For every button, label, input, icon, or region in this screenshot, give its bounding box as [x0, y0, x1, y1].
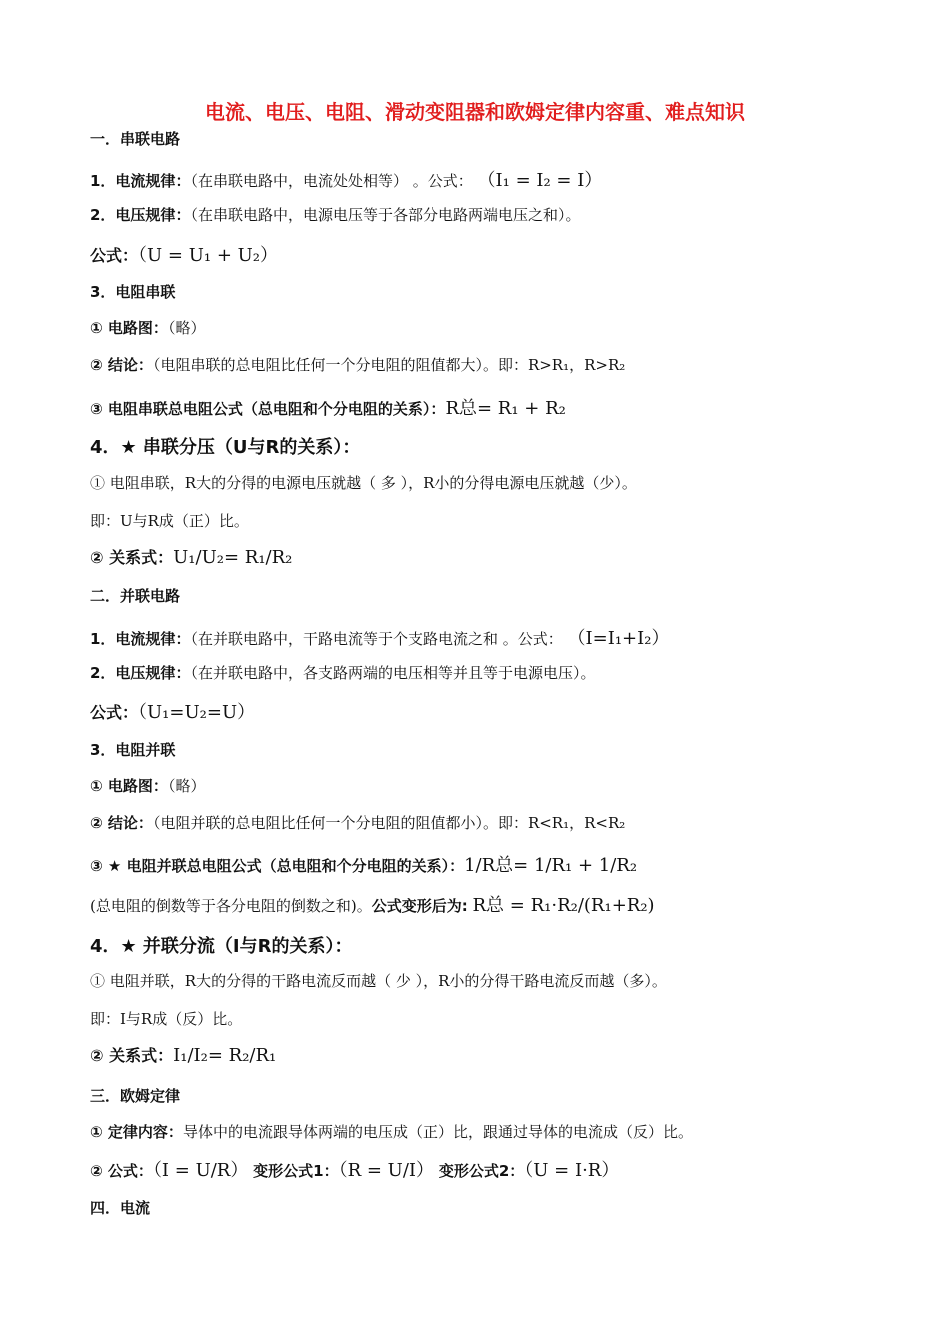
- text-line: ③ ★ 电阻并联总电阻公式（总电阻和个分电阻的关系）：1/R总= 1/R₁ + 1/R₂: [90, 855, 638, 876]
- text-line: ① 电阻并联，R大的分得的干路电流反而越（ 少 ），R小的分得干路电流反而越（多）。: [90, 972, 667, 990]
- text-line: 公式：（U₁=U₂=U）: [90, 702, 256, 723]
- section-heading: 一．串联电路: [90, 130, 181, 148]
- text-line: 公式：（U = U₁ + U₂）: [90, 245, 279, 266]
- subsection-heading: 4．★ 并联分流（I与R的关系）：: [90, 936, 353, 957]
- section-heading: 三．欧姆定律: [90, 1087, 181, 1105]
- text-line: 2．电压规律：（在并联电路中，各支路两端的电压相等并且等于电源电压）。: [90, 664, 596, 682]
- text-line: 1．电流规律：（在并联电路中，干路电流等于个支路电流之和 。公式： （I=I₁+I₂）: [90, 628, 670, 649]
- text-line: ① 电路图：（略）: [90, 319, 206, 337]
- text-line: 即：U与R成（正）比。: [90, 512, 249, 530]
- text-line: 2．电压规律：（在串联电路中，电源电压等于各部分电路两端电压之和）。: [90, 206, 581, 224]
- text-line: ② 结论：（电阻串联的总电阻比任何一个分电阻的阻值都大）。即：R>R₁，R>R₂: [90, 356, 626, 374]
- text-line: ② 关系式：U₁/U₂= R₁/R₂: [90, 547, 293, 568]
- text-line: 1．电流规律：（在串联电路中，电流处处相等） 。公式： （I₁ = I₂ = I）: [90, 170, 603, 191]
- section-heading: 二．并联电路: [90, 587, 181, 605]
- text-line: 即：I与R成（反）比。: [90, 1010, 243, 1028]
- text-line: ① 电路图：（略）: [90, 777, 206, 795]
- text-line: ② 结论：（电阻并联的总电阻比任何一个分电阻的阻值都小）。即：R<R₁，R<R₂: [90, 814, 626, 832]
- text-line: ② 公式：（I = U/R） 变形公式1：（R = U/I） 变形公式2：（U = I·R）: [90, 1160, 620, 1181]
- subsection-heading: 4．★ 串联分压（U与R的关系）：: [90, 437, 361, 458]
- text-line: ③ 电阻串联总电阻公式（总电阻和个分电阻的关系）：R总= R₁ + R₂: [90, 398, 566, 419]
- text-line: (总电阻的倒数等于各分电阻的倒数之和)。公式变形后为: R总 = R₁·R₂/(R₁+R₂): [90, 895, 655, 916]
- section-heading: 四．电流: [90, 1199, 151, 1217]
- text-line: ① 电阻串联，R大的分得的电源电压就越（ 多 ），R小的分得电源电压就越（少）。: [90, 474, 637, 492]
- document-title: 电流、电压、电阻、滑动变阻器和欧姆定律内容重、难点知识: [205, 100, 745, 124]
- subsection-heading: 3．电阻串联: [90, 283, 176, 301]
- text-line: ① 定律内容：导体中的电流跟导体两端的电压成（正）比，跟通过导体的电流成（反）比。: [90, 1123, 693, 1141]
- subsection-heading: 3．电阻并联: [90, 741, 176, 759]
- text-line: ② 关系式：I₁/I₂= R₂/R₁: [90, 1045, 277, 1066]
